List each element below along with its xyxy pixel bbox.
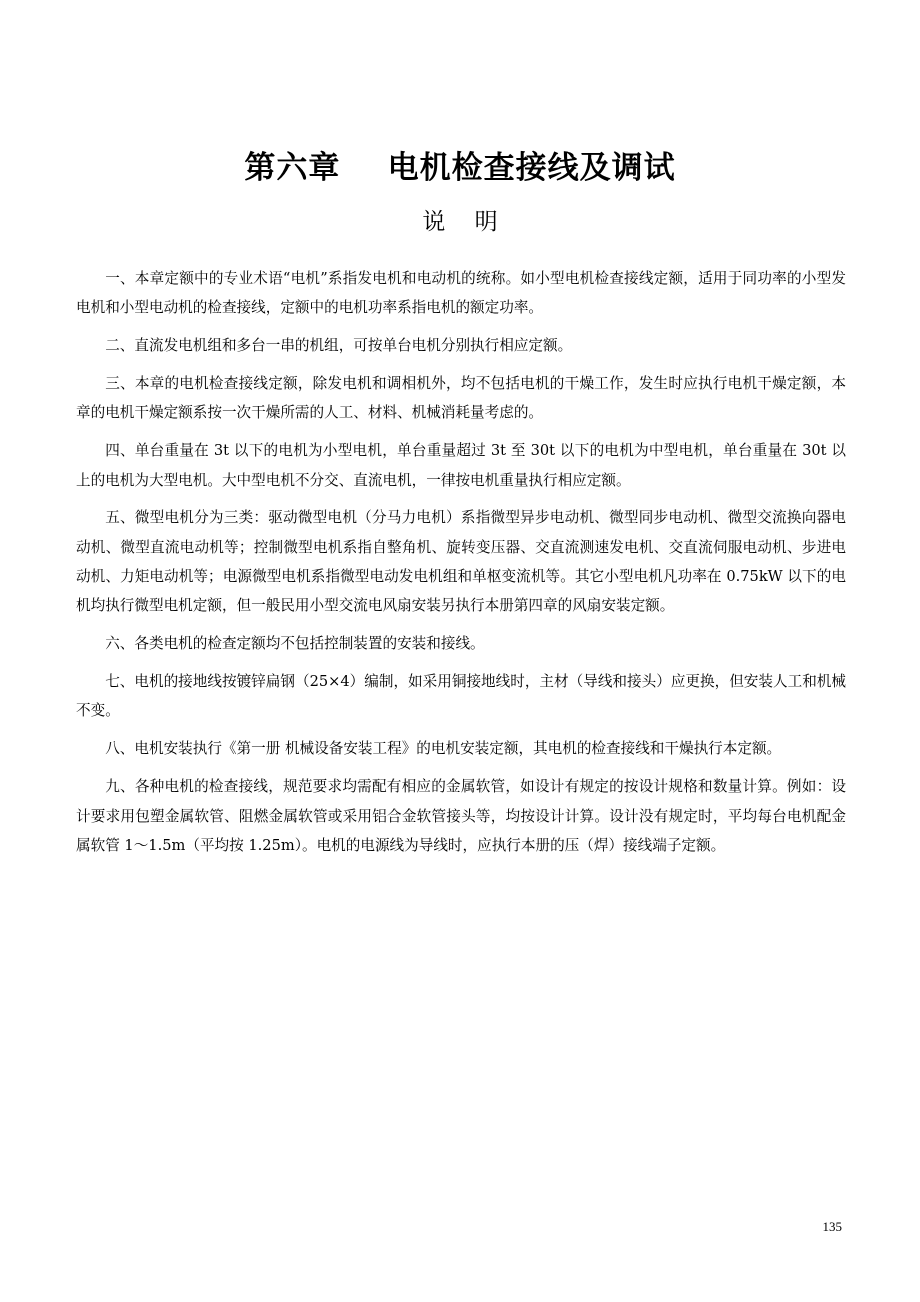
paragraph-7: 七、电机的接地线按镀锌扁钢（25×4）编制，如采用铜接地线时，主材（导线和接头）应更换，但安装人工和机械不变。 (76, 673, 846, 720)
chapter-title: 第六章 电机检查接线及调试 (244, 150, 676, 186)
paragraph-2: 二、直流发电机组和多台一串的机组，可按单台电机分别执行相应定额。 (105, 337, 573, 355)
paragraph-1: 一、本章定额中的专业术语“电机”系指发电机和电动机的统称。如小型电机检查接线定额，适用于同功率的小型发电机和小型电动机的检查接线，定额中的电机功率系指电机的额定功率。 (76, 270, 846, 317)
section-title: 说 明 (422, 209, 498, 235)
paragraph-4: 四、单台重量在 3t 以下的电机为小型电机，单台重量超过 3t 至 30t 以下的电机为中型电机，单台重量在 30t 以上的电机为大型电机。大中型电机不分交、直流电机，一律按电机重量执行相应定额。 (76, 442, 846, 489)
paragraph-3: 三、本章的电机检查接线定额，除发电机和调相机外，均不包括电机的干燥工作，发生时应执行电机干燥定额，本章的电机干燥定额系按一次干燥所需的人工、材料、机械消耗量考虑的。 (76, 375, 846, 422)
paragraph-8: 八、电机安装执行《第一册 机械设备安装工程》的电机安装定额，其电机的检查接线和干燥执行本定额。 (105, 740, 782, 758)
paragraph-6: 六、各类电机的检查定额均不包括控制装置的安装和接线。 (105, 635, 485, 653)
paragraph-5: 五、微型电机分为三类：驱动微型电机（分马力电机）系指微型异步电动机、微型同步电动机、微型交流换向器电动机、微型直流电动机等；控制微型电机系指自整角机、旋转变压器、交直流测速发电机、交直流伺服电动机、步进电动机、力矩电动机等；电源微型电机系指微型电动发电机组和单枢变流机等。其它小型电机凡功率在 0.75kW 以下的电机均执行微型电机定额，但一般民用小型交流电风扇安装另执行本册第四章的风扇安装定额。 (76, 509, 846, 615)
page-number: 135 (822, 1219, 842, 1234)
paragraph-9: 九、各种电机的检查接线，规范要求均需配有相应的金属软管，如设计有规定的按设计规格和数量计算。例如：设计要求用包塑金属软管、阻燃金属软管或采用铝合金软管接头等，均按设计计算。设计没有规定时，平均每台电机配金属软管 1～1.5m（平均按 1.25m）。电机的电源线为导线时，应执行本册的压（焊）接线端子定额。 (76, 778, 846, 854)
body-text (76, 264, 846, 869)
